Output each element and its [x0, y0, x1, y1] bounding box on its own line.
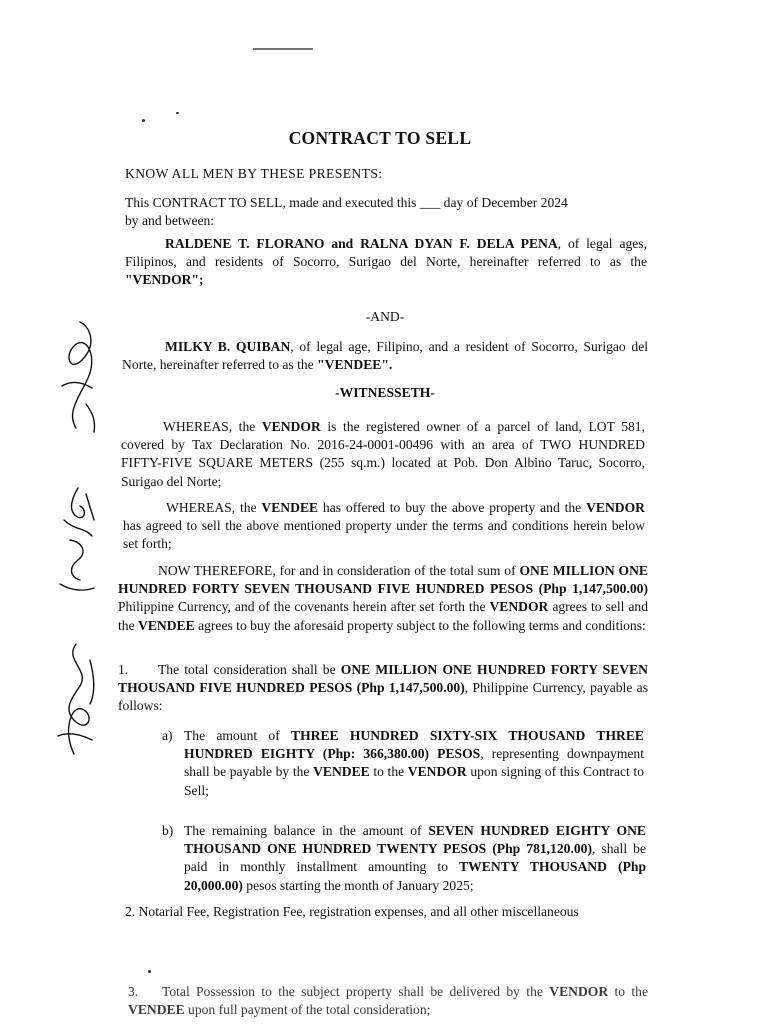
term-item-1-text-a: The total consideration shall be	[158, 662, 341, 677]
term-item-1a-text-g: upon signing of this Contract to Sell;	[184, 764, 644, 798]
term-item-3	[128, 983, 648, 1019]
now-therefore-vendee: VENDEE	[138, 617, 195, 633]
term-item-1a-downpayment: THREE HUNDRED SIXTY-SIX THOUSAND THREE HUNDRED EIGHTY (Php: 366,380.00) PESOS	[184, 728, 644, 762]
now-therefore-text-a: NOW THEREFORE, for and in consideration of the total sum of	[158, 563, 520, 578]
now-therefore-total-amount: ONE MILLION ONE HUNDRED FORTY SEVEN THOUSAND FIVE HUNDRED PESOS (Php 1,147,500.00)	[118, 563, 648, 597]
term-item-1b-text-a: The remaining balance in the amount of	[184, 823, 429, 838]
term-item-1b-label: b)	[162, 823, 174, 838]
term-item-1b	[184, 822, 646, 895]
scan-mark	[253, 48, 313, 50]
term-item-1b-text-e: pesos starting the month of January 2025;	[242, 877, 474, 893]
now-therefore-text-g: agrees to buy the aforesaid property subject to the following terms and conditions:	[194, 617, 646, 633]
now-therefore-text-c: Philippine Currency, and of the covenants herein after set forth the	[118, 599, 490, 615]
vendor-paragraph	[125, 235, 647, 290]
vendee-name: MILKY B. QUIBAN	[165, 339, 291, 354]
term-item-1b-installment: TWENTY THOUSAND (Php 20,000.00)	[184, 859, 647, 893]
term-item-2: 2. Notarial Fee, Registration Fee, registration expenses, and all other miscellaneous	[125, 904, 579, 919]
term-item-1-amount: ONE MILLION ONE HUNDRED FORTY SEVEN THOUSAND FIVE HUNDRED PESOS (Php 1,147,500.00)	[118, 662, 648, 696]
now-therefore-paragraph	[118, 562, 648, 635]
term-item-1b-balance: SEVEN HUNDRED EIGHTY ONE THOUSAND ONE HUNDRED TWENTY PESOS (Php 781,120.00)	[184, 823, 646, 857]
scan-speck	[142, 119, 145, 122]
vendee-description: , of legal age, Filipino, and a resident of Socorro, Surigao del Norte, hereinafter referred to as the	[122, 339, 649, 373]
whereas-vendor-paragraph	[121, 418, 645, 491]
scan-speck	[148, 970, 151, 973]
vendor-label: "VENDOR";	[125, 272, 204, 288]
term-item-3-vendor: VENDOR	[549, 984, 609, 999]
whereas-1-text-a: WHEREAS, the	[163, 419, 262, 434]
term-item-1-text-c: , Philippine Currency, payable as follows:	[118, 680, 648, 714]
term-item-3-vendee: VENDEE	[128, 1002, 185, 1018]
margin-initials-handwritten	[48, 480, 108, 600]
greeting-line: KNOW ALL MEN BY THESE PRESENTS:	[125, 166, 383, 181]
witnesseth-heading: -WITNESSETH-	[335, 385, 435, 400]
whereas-2-text-a: WHEREAS, the	[166, 500, 262, 515]
whereas-2-text-c: has offered to buy the above property and the	[318, 500, 587, 515]
term-item-1a	[184, 727, 644, 800]
term-item-1b-text-c: , shall be paid in monthly installment amounting to	[184, 841, 647, 875]
whereas-1-vendor: VENDOR	[261, 419, 321, 434]
intro-line-1: This CONTRACT TO SELL, made and executed this ___ day of December 2024	[125, 195, 568, 210]
now-therefore-text-e: agrees to sell and the	[118, 599, 648, 633]
vendee-label: "VENDEE".	[317, 357, 393, 373]
term-item-1a-text-a: The amount of	[184, 728, 291, 743]
intro-paragraph	[125, 194, 645, 230]
now-therefore-vendor: VENDOR	[489, 599, 549, 615]
vendor-description: , of legal ages, Filipinos, and residents of Socorro, Surigao del Norte, hereinafter referred to as the	[125, 236, 647, 270]
intro-line-2: by and between:	[125, 213, 215, 229]
whereas-2-vendee: VENDEE	[261, 500, 319, 515]
vendee-paragraph	[122, 338, 648, 374]
term-item-3-text-a: Total Possession to the subject property shall be delivered by the	[162, 984, 550, 999]
vendor-names: RALDENE T. FLORANO and RALNA DYAN F. DELA PENA	[165, 236, 558, 251]
term-item-3-text-e: upon full payment of the total consideration;	[184, 1002, 431, 1018]
and-separator: -AND-	[365, 309, 405, 324]
term-item-1a-vendee: VENDEE	[313, 764, 370, 780]
whereas-vendee-paragraph	[123, 499, 645, 554]
term-item-3-number: 3.	[128, 984, 139, 999]
document-title: CONTRACT TO SELL	[288, 128, 472, 148]
term-item-1a-vendor: VENDOR	[407, 764, 467, 780]
term-item-3-text-c: to the	[608, 984, 649, 999]
whereas-2-text-e: has agreed to sell the above mentioned property under the terms and conditions herein below set forth;	[123, 518, 645, 552]
term-item-1	[118, 661, 648, 716]
margin-signature-bottom	[50, 640, 110, 760]
scan-speck	[176, 112, 179, 114]
term-item-1a-text-e: to the	[369, 764, 408, 780]
whereas-2-vendor: VENDOR	[586, 500, 645, 515]
whereas-1-text-c: is the registered owner of a parcel of land, LOT 581, covered by Tax Declaration No. 2016-24-0001-00496 with an area of TWO HUNDRED FIFTY-FIVE SQUARE METERS (255 sq.m.) located at Pob. Don Albino Taruc, Socorro, Surigao del Norte;	[121, 419, 645, 489]
term-item-1a-text-c: , representing downpayment shall be payable by the	[184, 746, 644, 780]
term-item-1-number: 1.	[118, 662, 129, 677]
margin-signature-top	[52, 316, 112, 436]
term-item-1a-label: a)	[162, 728, 173, 743]
